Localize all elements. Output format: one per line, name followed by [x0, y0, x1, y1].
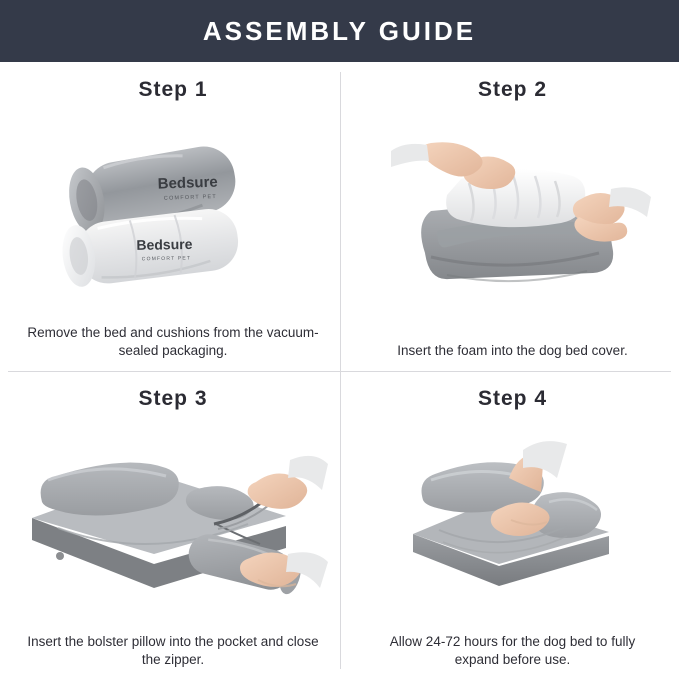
vacuum-sealed-rolls-icon [38, 126, 308, 301]
step-caption-3: Insert the bolster pillow into the pocket and close the zipper. [27, 633, 319, 667]
step-illustration-3 [18, 415, 328, 629]
svg-text:COMFORT PET: COMFORT PET [163, 193, 217, 202]
svg-text:Bedsure: Bedsure [136, 235, 193, 253]
step-card-3 [0, 371, 346, 679]
svg-text:Bedsure: Bedsure [157, 173, 219, 193]
step-caption-1: Remove the bed and cushions from the vacuum-sealed packaging. [27, 325, 319, 359]
step-illustration-1 [18, 106, 328, 320]
page-title: ASSEMBLY GUIDE [202, 15, 477, 46]
hand-pressing-expanded-bed-icon [383, 434, 643, 609]
hands-inserting-foam-icon [373, 135, 653, 310]
step-illustration-4 [364, 415, 661, 629]
step-caption-4: Allow 24-72 hours for the dog bed to fully expand before use. [389, 633, 636, 667]
step-title-1: Step 1 [138, 78, 208, 101]
step-card-4 [346, 371, 679, 679]
step-card-1 [0, 62, 346, 371]
step-title-4: Step 4 [477, 386, 548, 410]
svg-text:COMFORT PET: COMFORT PET [141, 254, 192, 262]
steps-grid [0, 62, 679, 679]
step-title-2: Step 2 [477, 78, 548, 101]
step-caption-2: Insert the foam into the dog bed cover. [397, 343, 628, 359]
step-card-2 [346, 62, 679, 371]
step-illustration-2 [364, 106, 661, 338]
header-bar [0, 0, 679, 62]
hands-inserting-bolster-pillow-icon [18, 432, 328, 612]
step-title-3: Step 3 [138, 386, 208, 410]
